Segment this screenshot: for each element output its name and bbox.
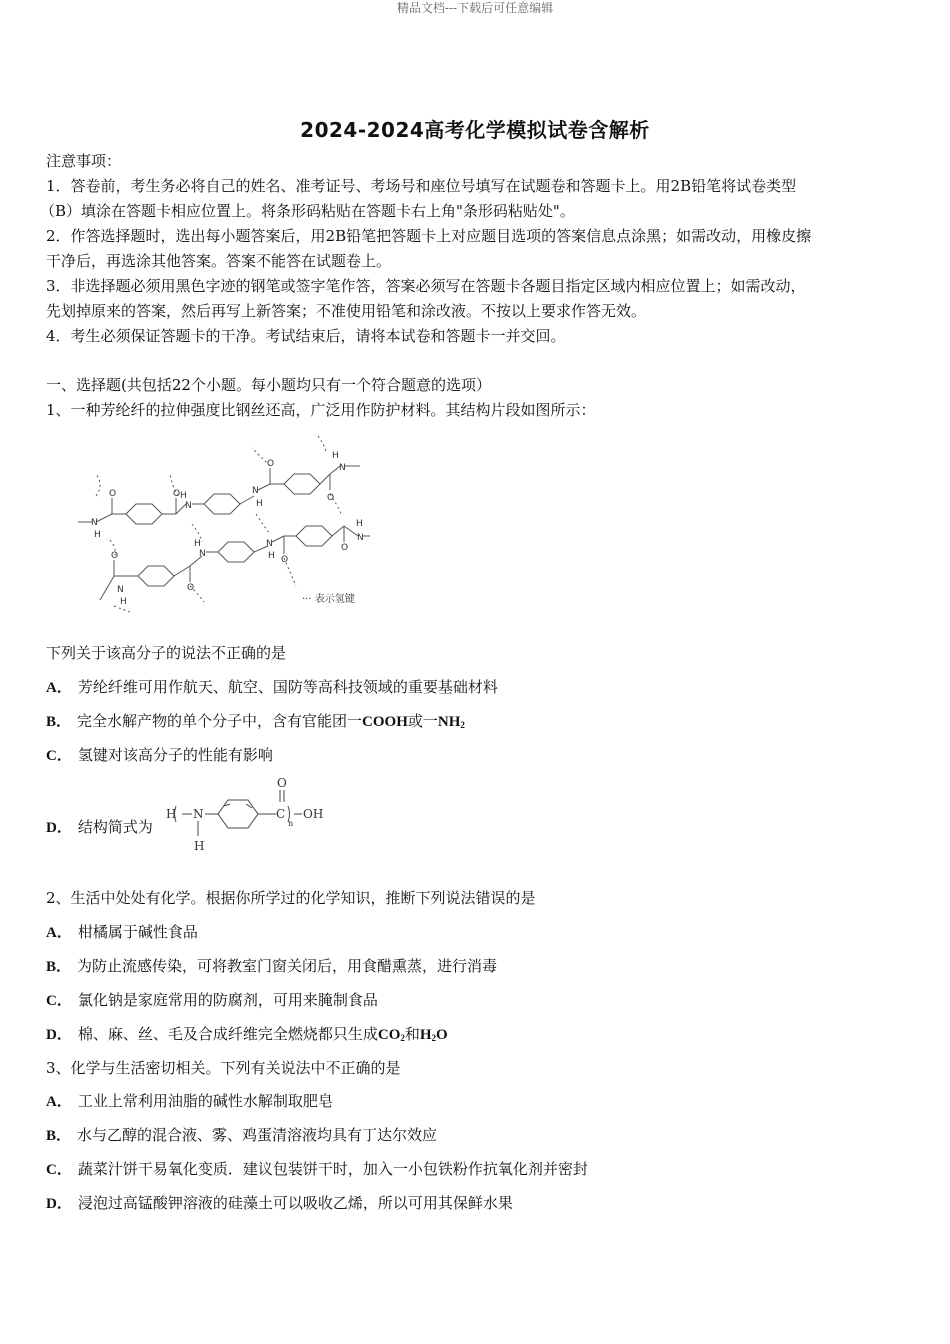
svg-text:H: H <box>256 499 263 509</box>
q1-option-c[interactable] <box>46 745 273 766</box>
svg-text:H: H <box>180 491 187 501</box>
option-letter: D． <box>46 1196 72 1212</box>
aramid-structure-figure <box>74 430 374 615</box>
option-text: 完全水解产物的单个分子中，含有官能团一 <box>77 712 363 730</box>
svg-text:H: H <box>94 530 101 540</box>
notice-line-3: 2．作答选择题时，选出每小题答案后，用2B铅笔把答题卡上对应题目选项的答案信息点涂黑；如需改动，用橡皮擦 <box>46 227 812 245</box>
notice-line-6: 先划掉原来的答案，然后再写上新答案；不准使用铅笔和涂改液。不按以上要求作答无效。 <box>46 302 647 320</box>
option-d-structure <box>160 774 336 854</box>
option-text: 水与乙醇的混合液、雾、鸡蛋清溶液均具有丁达尔效应 <box>77 1126 438 1144</box>
polymer-chain-upper <box>78 466 360 524</box>
option-letter: A． <box>46 1094 72 1110</box>
svg-text:O: O <box>281 555 289 565</box>
option-letter: A． <box>46 680 72 696</box>
svg-text:O: O <box>173 489 181 499</box>
option-text: 柑橘属于碱性食品 <box>77 923 198 941</box>
struct-h-bottom: H <box>194 839 205 853</box>
svg-text:N: N <box>357 533 364 543</box>
svg-text:O: O <box>327 493 335 503</box>
option-letter: C． <box>46 1162 72 1178</box>
svg-text:H: H <box>120 597 127 607</box>
svg-text:N: N <box>252 486 259 496</box>
svg-text:N: N <box>91 518 98 528</box>
formula-h2o: $H_2O$ <box>419 1027 448 1043</box>
option-text: 为防止流感传染，可将教室门窗关闭后，用食醋熏蒸，进行消毒 <box>77 957 498 975</box>
svg-text:N: N <box>185 501 192 511</box>
page-watermark: 精品文档---下载后可任意编辑 <box>396 1 554 15</box>
q2-option-b[interactable] <box>46 956 497 977</box>
option-letter: B． <box>46 1128 72 1144</box>
option-text-mid: 和 <box>404 1025 420 1043</box>
struct-n-sub: n <box>288 819 294 828</box>
option-text: 结构简式为 <box>77 818 153 836</box>
option-text: 芳纶纤维可用作航天、航空、国防等高科技领域的重要基础材料 <box>77 678 498 696</box>
svg-text:O: O <box>111 551 119 561</box>
q1-ask: 下列关于该高分子的说法不正确的是 <box>46 644 287 662</box>
q2-option-c[interactable] <box>46 990 378 1011</box>
notice-line-7: 4．考生必须保证答题卡的干净。考试结束后，请将本试卷和答题卡一并交回。 <box>46 327 566 345</box>
svg-text:H: H <box>194 539 201 549</box>
option-letter: C． <box>46 748 72 764</box>
q3-option-a[interactable] <box>46 1091 333 1112</box>
formula-co2: $CO_2$ <box>377 1027 405 1043</box>
q1-stem: 1、一种芳纶纤的拉伸强度比钢丝还高，广泛用作防护材料。其结构片段如图所示： <box>46 401 596 419</box>
q2-option-a[interactable] <box>46 922 198 943</box>
option-text-mid: 或一 <box>407 712 438 730</box>
svg-text:N: N <box>339 463 346 473</box>
q3-stem: 3、化学与生活密切相关。下列有关说法中不正确的是 <box>46 1059 401 1077</box>
formula-cooh: COOH <box>362 714 408 730</box>
q2-stem: 2、生活中处处有化学。根据你所学过的化学知识，推断下列说法错误的是 <box>46 889 536 907</box>
svg-text:O: O <box>187 583 195 593</box>
option-letter: D． <box>46 1027 72 1043</box>
page-title: 2024-2024高考化学模拟试卷含解析 <box>300 118 650 142</box>
option-letter: B． <box>46 714 72 730</box>
svg-text:N: N <box>266 539 273 549</box>
q1-option-b[interactable] <box>46 711 465 735</box>
q1-option-d[interactable] <box>46 817 153 838</box>
option-letter: A． <box>46 925 72 941</box>
option-text: 棉、麻、丝、毛及合成纤维完全燃烧都只生成 <box>77 1025 378 1043</box>
notice-line-5: 3．非选择题必须用黑色字迹的钢笔或签字笔作答，答案必须写在答题卡各题目指定区域内相应位置上；如需改动， <box>46 277 806 295</box>
notice-heading: 注意事项： <box>46 152 122 170</box>
option-letter: D． <box>46 820 72 836</box>
option-text: 蔬菜汁饼干易氧化变质．建议包装饼干时，加入一小包铁粉作抗氧化剂并密封 <box>77 1160 588 1178</box>
polymer-chain-lower <box>100 526 370 600</box>
struct-oh: OH <box>303 807 324 821</box>
option-text: 氢键对该高分子的性能有影响 <box>77 746 273 764</box>
notice-line-1: 1．答卷前，考生务必将自己的姓名、准考证号、考场号和座位号填写在试题卷和答题卡上。用2B铅笔将试卷类型 <box>46 177 797 195</box>
q1-option-a[interactable] <box>46 677 498 698</box>
formula-nh2: $NH_2$ <box>437 714 465 730</box>
hydrogen-bond-legend: ··· 表示氢键 <box>302 594 355 605</box>
svg-text:O: O <box>341 543 349 553</box>
notice-line-2: （B）填涂在答题卡相应位置上。将条形码粘贴在答题卡右上角"条形码粘贴处"。 <box>40 202 575 220</box>
notice-line-4: 干净后，再选涂其他答案。答案不能答在试题卷上。 <box>46 252 392 270</box>
option-text: 工业上常利用油脂的碱性水解制取肥皂 <box>77 1092 333 1110</box>
q2-option-d[interactable] <box>46 1024 448 1048</box>
svg-text:N: N <box>117 585 124 595</box>
struct-c: C <box>276 807 286 821</box>
option-text: 浸泡过高锰酸钾溶液的硅藻土可以吸收乙烯，所以可用其保鲜水果 <box>77 1194 513 1212</box>
q3-option-c[interactable] <box>46 1159 588 1180</box>
svg-text:O: O <box>267 459 275 469</box>
struct-n: N <box>193 807 204 821</box>
q3-option-d[interactable] <box>46 1193 513 1214</box>
option-text: 氯化钠是家庭常用的防腐剂，可用来腌制食品 <box>77 991 378 1009</box>
q3-option-b[interactable] <box>46 1125 437 1146</box>
option-letter: C． <box>46 993 72 1009</box>
struct-o: O <box>277 776 287 790</box>
option-letter: B． <box>46 959 72 975</box>
struct-h-left: H <box>166 807 177 821</box>
svg-text:O: O <box>109 489 117 499</box>
section-heading: 一、选择题(共包括22个小题。每小题均只有一个符合题意的选项） <box>46 376 491 394</box>
svg-text:N: N <box>199 549 206 559</box>
svg-text:H: H <box>356 519 363 529</box>
hydrogen-bonds <box>96 436 342 612</box>
svg-text:H: H <box>332 451 339 461</box>
svg-text:H: H <box>268 551 275 561</box>
